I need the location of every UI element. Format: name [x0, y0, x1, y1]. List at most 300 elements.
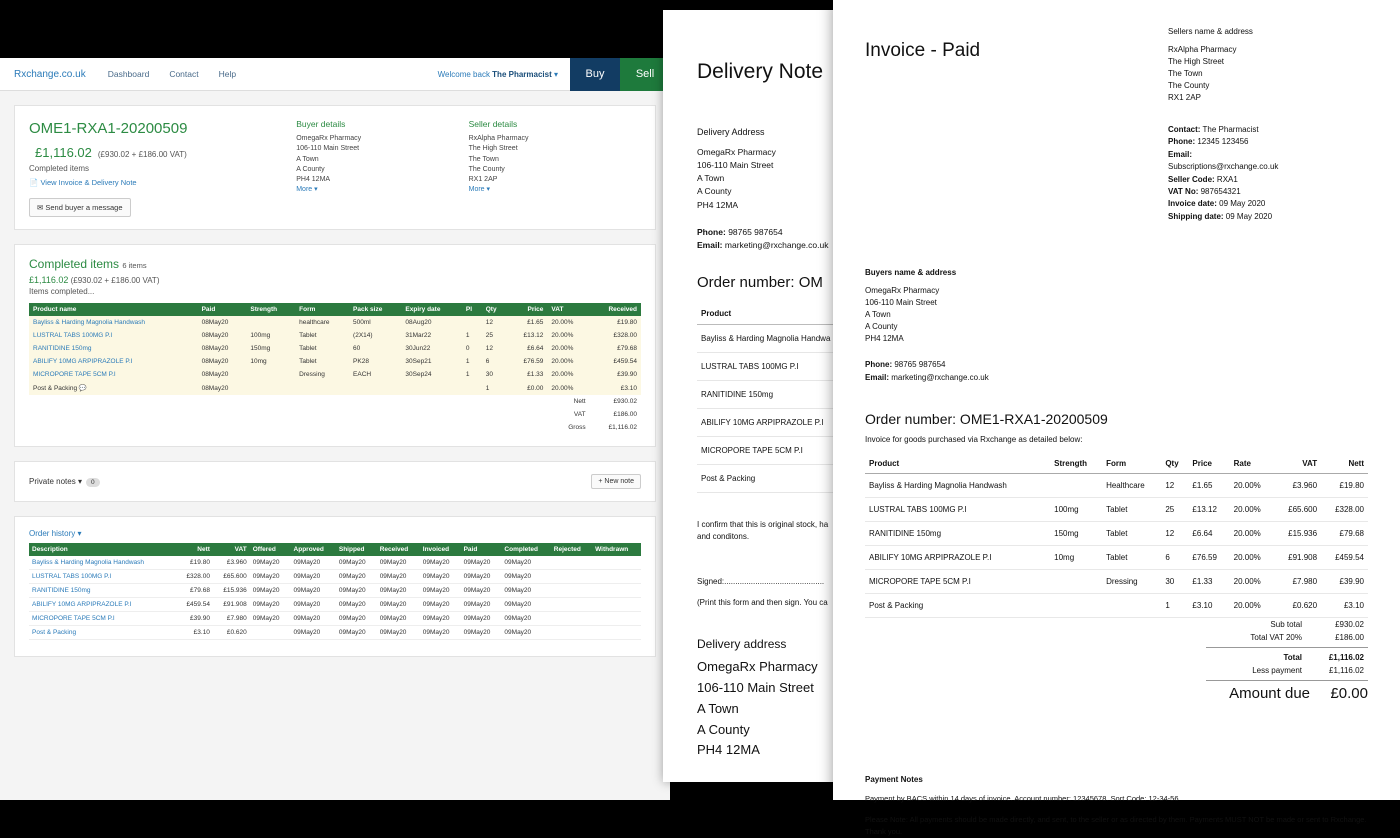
table-header-row: [29, 303, 641, 316]
hcell-nett: £328.00: [176, 570, 213, 584]
total-nett-value: £930.02: [590, 395, 641, 408]
cell-pl: 1: [462, 355, 482, 368]
hcell-offered: 09May20: [250, 556, 291, 570]
delivery-address-line-5: PH4 12MA: [697, 199, 739, 210]
cell-pl: 0: [462, 342, 482, 355]
cell-strength: 150mg: [246, 342, 295, 355]
icol-qty: Qty: [1161, 454, 1188, 474]
hcell-shipped: 09May20: [336, 598, 377, 612]
hcell-approved: 09May20: [291, 598, 336, 612]
icell-form: Tablet: [1102, 545, 1161, 569]
completed-items-table-body: [29, 316, 641, 434]
seller-line-2: The High Street: [468, 145, 518, 153]
icell-product: ABILIFY 10MG ARPIPRAZOLE P.I: [865, 545, 1050, 569]
hcell-rejected: [551, 612, 592, 626]
private-notes-label: Private notes: [29, 476, 76, 486]
hcol-received: Received: [377, 543, 420, 556]
icell-strength: 10mg: [1050, 545, 1102, 569]
hcell-completed: 09May20: [501, 570, 550, 584]
cell-pack: 500ml: [349, 316, 401, 329]
hcell-rejected: [551, 556, 592, 570]
table-row[interactable]: [29, 570, 641, 584]
hcell-nett: £79.68: [176, 584, 213, 598]
hcell-invoiced: 09May20: [420, 570, 461, 584]
cell-price: £1.65: [508, 316, 547, 329]
invoice-totalvat-row: [865, 631, 1368, 644]
seller-line-4: The County: [468, 165, 505, 173]
hcol-rejected: Rejected: [551, 543, 592, 556]
cell-vat: 20.00%: [547, 381, 589, 395]
cell-form: healthcare: [295, 316, 349, 329]
hcell-vat: £65.600: [213, 570, 250, 584]
hcell-vat: £7.980: [213, 612, 250, 626]
icell-product: Post & Packing: [865, 593, 1050, 617]
icell-vat: £15.936: [1274, 521, 1321, 545]
table-row[interactable]: [29, 329, 641, 342]
invoice-meta-block: [1168, 124, 1368, 223]
hcell-rejected: [551, 584, 592, 598]
invoice-total-row: [865, 651, 1368, 664]
cell-product[interactable]: MICROPORE TAPE 5CM P.I: [29, 368, 198, 381]
cell-product[interactable]: Post & Packing 💬: [29, 381, 198, 395]
icell-rate: 20.00%: [1230, 521, 1275, 545]
hcell-received: 09May20: [377, 570, 420, 584]
invoice-table-body: [865, 473, 1368, 617]
cell-expiry: 31Mar22: [401, 329, 461, 342]
cell-strength: 10mg: [246, 355, 295, 368]
table-header-row: [29, 543, 641, 556]
hcell-paid: 09May20: [461, 598, 502, 612]
invoice-seller-line-4: The County: [1168, 81, 1210, 90]
hcell-approved: 09May20: [291, 556, 336, 570]
cell-received: £79.68: [590, 342, 641, 355]
col-received: Received: [590, 303, 641, 316]
chevron-down-icon: ▾: [77, 529, 82, 538]
buyer-details: [296, 118, 468, 217]
hcol-description: Description: [29, 543, 176, 556]
hcell-offered: 09May20: [250, 570, 291, 584]
icell-nett: £3.10: [1321, 593, 1368, 617]
buyer-line-1: OmegaRx Pharmacy: [296, 135, 362, 143]
order-history-toggle[interactable]: [29, 529, 641, 538]
table-row[interactable]: [29, 584, 641, 598]
seller-more-label: More: [468, 186, 485, 194]
order-number-title: OME1-RXA1-20200509: [29, 120, 188, 137]
col-pl: Pl: [462, 303, 482, 316]
icell-qty: 12: [1161, 473, 1188, 497]
hcell-approved: 09May20: [291, 584, 336, 598]
icell-rate: 20.00%: [1230, 593, 1275, 617]
cell-price: £1.33: [508, 368, 547, 381]
col-expiry-date: Expiry date: [401, 303, 461, 316]
icell-strength: 100mg: [1050, 497, 1102, 521]
hcell-rejected: [551, 626, 592, 640]
invoice-table-head: [865, 454, 1368, 474]
hcell-description[interactable]: Bayliss & Harding Magnolia Handwash: [29, 556, 176, 570]
totalvat-value: £186.00: [1335, 632, 1364, 642]
cell-pack: PK28: [349, 355, 401, 368]
top-navigation-bar: [0, 58, 670, 91]
icol-nett: Nett: [1321, 454, 1368, 474]
buyer-details-heading: Buyer details: [296, 119, 346, 129]
delivery-confirm-line-2: and conditons.: [697, 532, 750, 542]
cell-paid: 08May20: [198, 342, 247, 355]
invoice-buyer-line-4: A County: [865, 322, 898, 332]
dcell-product: LUSTRAL TABS 100MG P.I: [697, 353, 1079, 381]
subtotal-value: £930.02: [1335, 619, 1364, 629]
icol-rate: Rate: [1230, 454, 1275, 474]
hcell-vat: £91.908: [213, 598, 250, 612]
hcol-approved: Approved: [291, 543, 336, 556]
icell-nett: £19.80: [1321, 473, 1368, 497]
buyer-line-5: PH4 12MA: [296, 175, 331, 183]
hcol-nett: Nett: [176, 543, 213, 556]
hcell-nett: £39.90: [176, 612, 213, 626]
completed-items-total-value: £1,116.02: [29, 275, 69, 285]
hcell-completed: 09May20: [501, 626, 550, 640]
icell-price: £1.65: [1188, 473, 1229, 497]
view-invoice-link-label: View Invoice & Delivery Note: [40, 178, 137, 187]
seller-more-link[interactable]: More ▾: [468, 186, 491, 194]
meta-contact-value: The Pharmacist: [1200, 125, 1259, 134]
invoice-items-table: [865, 454, 1368, 618]
table-row[interactable]: [29, 355, 641, 368]
icell-vat: £91.908: [1274, 545, 1321, 569]
buyer-more-label: More: [296, 186, 313, 194]
icell-nett: £39.90: [1321, 569, 1368, 593]
icol-price: Price: [1188, 454, 1229, 474]
delivery-confirm-line-1: I confirm that this is original stock, ha: [697, 520, 829, 530]
table-row: [865, 569, 1368, 593]
hcell-invoiced: 09May20: [420, 556, 461, 570]
cell-paid: 08May20: [198, 368, 247, 381]
cell-expiry: 08Aug20: [401, 316, 461, 329]
icell-form: [1102, 593, 1161, 617]
hcell-received: 09May20: [377, 598, 420, 612]
icell-strength: [1050, 593, 1102, 617]
icell-nett: £459.54: [1321, 545, 1368, 569]
invoice-email-label: Email:: [865, 372, 890, 382]
col-vat: VAT: [547, 303, 589, 316]
icol-vat: VAT: [1274, 454, 1321, 474]
cell-pack: (2X14): [349, 329, 401, 342]
icell-vat: £7.980: [1274, 569, 1321, 593]
icell-nett: £328.00: [1321, 497, 1368, 521]
invoice-lesspayment-row: [865, 664, 1368, 677]
icell-strength: [1050, 473, 1102, 497]
nav-link-help[interactable]: Help: [218, 69, 237, 79]
hcell-description[interactable]: MICROPORE TAPE 5CM P.I: [29, 612, 176, 626]
table-row[interactable]: [29, 556, 641, 570]
invoice-buyer-contact: [865, 359, 1368, 385]
table-row[interactable]: [29, 342, 641, 355]
table-row: [865, 497, 1368, 521]
cell-vat: 20.00%: [547, 316, 589, 329]
private-notes-count: 0: [86, 478, 100, 487]
hcell-withdrawn: [592, 584, 641, 598]
hcell-paid: 09May20: [461, 626, 502, 640]
icell-nett: £79.68: [1321, 521, 1368, 545]
hcell-invoiced: 09May20: [420, 626, 461, 640]
invoice-seller-line-1: RxAlpha Pharmacy: [1168, 45, 1237, 54]
private-notes-toggle[interactable]: [29, 477, 100, 487]
view-invoice-link[interactable]: 📄 View Invoice & Delivery Note: [29, 178, 137, 187]
dcell-product: RANITIDINE 150mg: [697, 381, 1079, 409]
delivery-signature-line: Signed:.............................................: [697, 577, 825, 587]
hcell-withdrawn: [592, 570, 641, 584]
hcol-vat: VAT: [213, 543, 250, 556]
cell-product[interactable]: ABILIFY 10MG ARPIPRAZOLE P.I: [29, 355, 198, 368]
seller-details-heading: Seller details: [468, 119, 518, 129]
hcell-paid: 09May20: [461, 612, 502, 626]
cell-qty: 12: [482, 342, 508, 355]
cell-pack: 60: [349, 342, 401, 355]
order-history-table: [29, 543, 641, 640]
table-row[interactable]: [29, 381, 641, 395]
invoice-buyer-line-2: 106-110 Main Street: [865, 298, 937, 308]
icell-form: Tablet: [1102, 521, 1161, 545]
table-row[interactable]: [29, 368, 641, 381]
hcell-completed: 09May20: [501, 612, 550, 626]
meta-seller-code-label: Seller Code:: [1168, 174, 1215, 184]
hcell-rejected: [551, 570, 592, 584]
icell-qty: 6: [1161, 545, 1188, 569]
new-note-button[interactable]: + New note: [591, 474, 641, 489]
hcell-offered: 09May20: [250, 598, 291, 612]
cell-pack: [349, 381, 401, 395]
invoice-title: Invoice - Paid: [865, 40, 981, 61]
table-row: [865, 521, 1368, 545]
table-row[interactable]: [29, 316, 641, 329]
hcell-completed: 09May20: [501, 556, 550, 570]
col-product-name: Product name: [29, 303, 198, 316]
icol-product: Product: [865, 454, 1050, 474]
send-buyer-message-button[interactable]: ✉ Send buyer a message: [29, 198, 131, 217]
table-header-row: [865, 454, 1368, 474]
payment-notes-line-2: Please Note: All payments should be made directly, and sent, to the seller or as directed by them. Payments MUST NOT be made or sent to Rxchange. Thank you.: [865, 814, 1367, 836]
meta-shipping-date-label: Shipping date:: [1168, 211, 1224, 221]
lesspayment-label: Less payment: [1252, 665, 1302, 675]
buy-button[interactable]: Buy: [570, 58, 620, 91]
hcell-approved: 09May20: [291, 570, 336, 584]
hcell-shipped: 09May20: [336, 556, 377, 570]
brand-logo[interactable]: Rxchange.co.uk: [14, 68, 86, 80]
invoice-document: [833, 0, 1400, 836]
cell-qty: 25: [482, 329, 508, 342]
cell-qty: 12: [482, 316, 508, 329]
cell-pack: EACH: [349, 368, 401, 381]
col-form: Form: [295, 303, 349, 316]
cell-product[interactable]: LUSTRAL TABS 100MG P.I: [29, 329, 198, 342]
seller-line-3: The Town: [468, 155, 499, 163]
cell-vat: 20.00%: [547, 342, 589, 355]
delivery-address-line-1: OmegaRx Pharmacy: [697, 146, 776, 157]
cell-received: £328.00: [590, 329, 641, 342]
col-pack-size: Pack size: [349, 303, 401, 316]
icell-product: Bayliss & Harding Magnolia Handwash: [865, 473, 1050, 497]
total-gross-label: Gross: [547, 421, 589, 434]
buyer-more-link[interactable]: More ▾: [296, 186, 318, 194]
icell-rate: 20.00%: [1230, 569, 1275, 593]
icell-qty: 1: [1161, 593, 1188, 617]
col-strength: Strength: [246, 303, 295, 316]
buyer-line-4: A County: [296, 165, 325, 173]
total-vat-label: VAT: [547, 408, 589, 421]
cell-pl: [462, 381, 482, 395]
hcell-received: 09May20: [377, 584, 420, 598]
hcell-shipped: 09May20: [336, 612, 377, 626]
invoice-email-value: marketing@rxchange.co.uk: [889, 372, 989, 382]
icell-form: Healthcare: [1102, 473, 1161, 497]
hcell-vat: £3.960: [213, 556, 250, 570]
chevron-down-icon: ▾: [77, 476, 82, 486]
cell-form: Tablet: [295, 355, 349, 368]
invoice-buyer-line-5: PH4 12MA: [865, 334, 904, 344]
rxchange-web-app: [0, 58, 670, 800]
icell-price: £13.12: [1188, 497, 1229, 521]
hcell-approved: 09May20: [291, 626, 336, 640]
buyer-line-3: A Town: [296, 155, 319, 163]
hcell-withdrawn: [592, 598, 641, 612]
totals-row-gross: [29, 421, 641, 434]
cell-form: Tablet: [295, 329, 349, 342]
hcell-description[interactable]: Post & Packing: [29, 626, 176, 640]
sell-button[interactable]: Sell: [620, 58, 670, 91]
welcome-prefix: Welcome back: [437, 69, 493, 79]
totalvat-label: Total VAT 20%: [1250, 632, 1302, 642]
cell-product[interactable]: Bayliss & Harding Magnolia Handwash: [29, 316, 198, 329]
invoice-phone-label: Phone:: [865, 360, 893, 370]
hcell-shipped: 09May20: [336, 584, 377, 598]
icell-strength: [1050, 569, 1102, 593]
delivery2-line-2: 106-110 Main Street: [697, 679, 814, 695]
payment-notes-heading: Payment Notes: [865, 774, 923, 784]
totals-row-nett: [29, 395, 641, 408]
hcol-completed: Completed: [501, 543, 550, 556]
completed-items-total: [29, 275, 641, 285]
cell-form: Tablet: [295, 342, 349, 355]
hcell-description[interactable]: ABILIFY 10MG ARPIPRAZOLE P.I: [29, 598, 176, 612]
welcome-message[interactable]: Welcome back The Pharmacist ▾: [437, 69, 558, 79]
icell-product: RANITIDINE 150mg: [865, 521, 1050, 545]
hcell-description[interactable]: LUSTRAL TABS 100MG P.I: [29, 570, 176, 584]
table-row[interactable]: [29, 598, 641, 612]
table-row[interactable]: [29, 612, 641, 626]
table-row[interactable]: [29, 626, 641, 640]
amount-due-value: £0.00: [1330, 684, 1368, 702]
cell-qty: 6: [482, 355, 508, 368]
order-status: Completed items: [29, 164, 90, 173]
completed-items-table: [29, 303, 641, 434]
hcell-vat: £0.620: [213, 626, 250, 640]
hcell-nett: £459.54: [176, 598, 213, 612]
cell-paid: 08May20: [198, 355, 247, 368]
icell-price: £3.10: [1188, 593, 1229, 617]
icell-rate: 20.00%: [1230, 473, 1275, 497]
hcell-shipped: 09May20: [336, 626, 377, 640]
hcell-offered: 09May20: [250, 584, 291, 598]
cell-pl: 1: [462, 329, 482, 342]
col-price: Price: [508, 303, 547, 316]
hcell-completed: 09May20: [501, 584, 550, 598]
payment-notes-line-1: Payment by BACS within 14 days of invoice. Account number: 12345678. Sort Code: 12-34-56: [865, 793, 1179, 803]
cell-form: Dressing: [295, 368, 349, 381]
cell-qty: 1: [482, 381, 508, 395]
cell-received: £19.80: [590, 316, 641, 329]
icell-product: LUSTRAL TABS 100MG P.I: [865, 497, 1050, 521]
icell-vat: £0.620: [1274, 593, 1321, 617]
cell-vat: 20.00%: [547, 368, 589, 381]
cell-strength: [246, 316, 295, 329]
order-history-label: Order history: [29, 529, 76, 538]
hcell-received: 09May20: [377, 612, 420, 626]
seller-line-1: RxAlpha Pharmacy: [468, 135, 529, 143]
cell-paid: 08May20: [198, 316, 247, 329]
seller-line-5: RX1 2AP: [468, 175, 498, 183]
hcell-description[interactable]: RANITIDINE 150mg: [29, 584, 176, 598]
icell-form: Tablet: [1102, 497, 1161, 521]
completed-items-subtext: Items completed...: [29, 287, 95, 296]
invoice-seller-line-3: The Town: [1168, 69, 1203, 78]
meta-shipping-date-value: 09 May 2020: [1223, 211, 1273, 221]
cell-received: £39.90: [590, 368, 641, 381]
hcell-received: 09May20: [377, 556, 420, 570]
total-vat-value: £186.00: [590, 408, 641, 421]
cell-paid: 08May20: [198, 329, 247, 342]
hcell-received: 09May20: [377, 626, 420, 640]
icell-qty: 25: [1161, 497, 1188, 521]
invoice-order-heading: Order number: OME1-RXA1-20200509: [865, 410, 1108, 427]
hcell-paid: 09May20: [461, 570, 502, 584]
completed-items-title: Completed items: [29, 257, 120, 271]
cell-vat: 20.00%: [547, 355, 589, 368]
invoice-seller-line-2: The High Street: [1168, 57, 1225, 66]
cell-received: £3.10: [590, 381, 641, 395]
hcell-withdrawn: [592, 612, 641, 626]
icell-price: £1.33: [1188, 569, 1229, 593]
cell-vat: 20.00%: [547, 329, 589, 342]
nav-link-contact[interactable]: Contact: [169, 69, 199, 79]
hcell-offered: [250, 626, 291, 640]
completed-items-table-head: [29, 303, 641, 316]
meta-phone-label: Phone:: [1168, 137, 1196, 147]
icell-rate: 20.00%: [1230, 497, 1275, 521]
hcell-completed: 09May20: [501, 598, 550, 612]
hcell-shipped: 09May20: [336, 570, 377, 584]
nav-link-dashboard[interactable]: Dashboard: [107, 69, 150, 79]
meta-contact-label: Contact:: [1168, 125, 1201, 134]
col-qty: Qty: [482, 303, 508, 316]
cell-strength: 100mg: [246, 329, 295, 342]
send-buyer-message-label: Send buyer a message: [45, 203, 123, 212]
dcell-product: Bayliss & Harding Magnolia Handwa: [697, 325, 1079, 353]
order-history-head: [29, 543, 641, 556]
delivery-phone-label: Phone:: [697, 226, 726, 237]
table-row: [865, 593, 1368, 617]
completed-items-breakdown: (£930.02 + £186.00 VAT): [70, 276, 160, 285]
hcell-invoiced: 09May20: [420, 598, 461, 612]
amount-due-label: Amount due: [1229, 684, 1310, 702]
hcell-paid: 09May20: [461, 556, 502, 570]
lesspayment-value: £1,116.02: [1329, 665, 1364, 675]
cell-received: £459.54: [590, 355, 641, 368]
cell-expiry: [401, 381, 461, 395]
total-nett-label: Nett: [547, 395, 589, 408]
order-summary-card: [14, 105, 656, 230]
hcell-approved: 09May20: [291, 612, 336, 626]
cell-product[interactable]: RANITIDINE 150mg: [29, 342, 198, 355]
cell-price: £76.59: [508, 355, 547, 368]
